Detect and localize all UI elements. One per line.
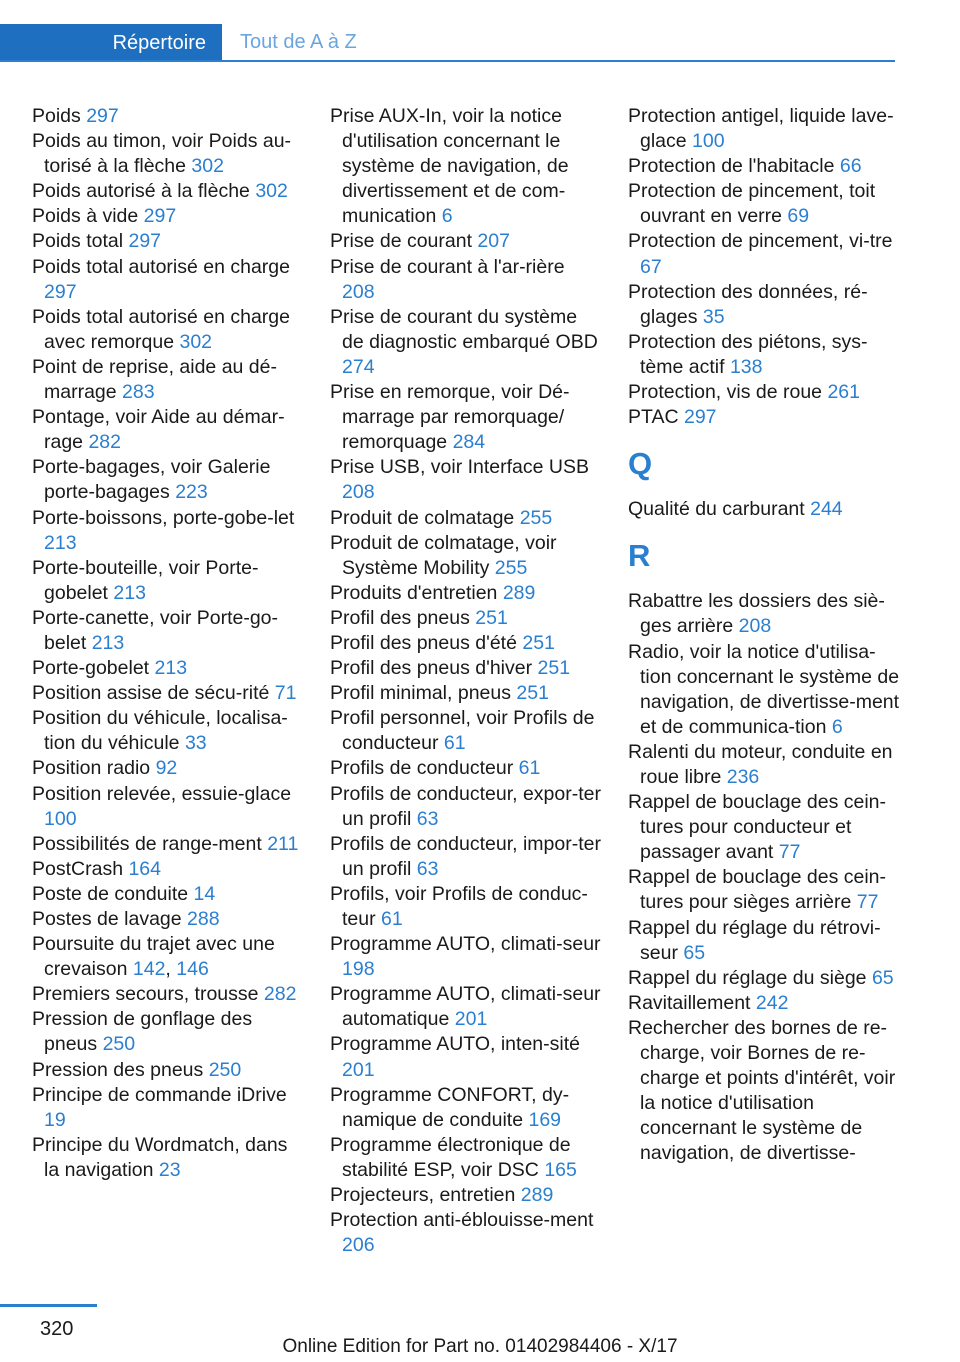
tab-underline <box>0 60 895 62</box>
index-entry <box>628 740 900 790</box>
page-link[interactable]: 208 <box>342 280 375 303</box>
page-link[interactable]: 207 <box>477 230 510 253</box>
page-link[interactable]: 282 <box>88 431 121 454</box>
index-column-3 <box>628 104 900 1166</box>
index-entry-text: Profils de conducteur, expor-ter un profil <box>330 782 601 830</box>
index-entry-text: Pontage, voir Aide au démar-rage <box>32 406 285 454</box>
page-link[interactable]: 65 <box>871 966 894 989</box>
tab-repertoire[interactable]: Répertoire <box>0 24 222 62</box>
index-column-2 <box>330 104 602 1258</box>
index-entry <box>330 506 602 531</box>
page-link[interactable]: 302 <box>191 155 224 178</box>
page-link[interactable]: 302 <box>179 330 213 353</box>
page-link[interactable]: 282 <box>263 983 297 1006</box>
index-entry <box>628 280 900 330</box>
page-link[interactable]: 236 <box>726 765 760 788</box>
index-entry <box>32 1083 304 1133</box>
index-entry <box>628 640 900 740</box>
index-entry <box>32 706 304 756</box>
page-link[interactable]: 244 <box>810 498 843 521</box>
index-entry <box>330 932 602 982</box>
index-entry <box>32 556 304 606</box>
index-entry-text: Poids <box>32 105 87 127</box>
index-entry-text: Profils de conducteur <box>330 757 519 780</box>
index-entry-text: Rappel du réglage du rétrovi-seur <box>628 916 881 964</box>
index-entry-text: Porte-gobelet <box>32 657 155 680</box>
page-link[interactable]: 255 <box>494 556 528 579</box>
page-link[interactable]: 297 <box>128 230 162 253</box>
index-entry <box>32 1133 304 1183</box>
index-entry-text: Poste de conduite <box>32 882 194 905</box>
index-entry-text: Postes de lavage <box>32 908 188 930</box>
tab-bar <box>0 24 895 62</box>
index-entry-text: Porte-boissons, porte-gobe-let <box>32 506 295 529</box>
index-entry-text: Poids à vide <box>32 205 144 228</box>
index-entry <box>330 1208 602 1258</box>
index-entry <box>628 497 900 522</box>
index-entry <box>32 681 304 706</box>
page-link[interactable]: 71 <box>274 682 297 705</box>
index-entry <box>628 104 900 154</box>
index-entry-text: Rappel de bouclage des cein-tures pour conducteur et passager avant <box>628 791 887 864</box>
index-entry <box>628 229 900 279</box>
index-entry-text: Principe du Wordmatch, dans la navigation <box>32 1133 288 1181</box>
index-entry-text: Protection de l'habitacle <box>628 155 840 178</box>
index-entry <box>330 832 602 882</box>
index-entry-text: Produit de colmatage, voir Système Mobility <box>330 531 557 579</box>
index-entry <box>32 506 304 556</box>
page-link[interactable]: 138 <box>729 355 763 378</box>
page-link[interactable]: 211 <box>267 832 299 855</box>
page-link[interactable]: 65 <box>683 941 706 964</box>
index-entry-text: Rappel de bouclage des cein-tures pour sièges arrière <box>628 866 887 914</box>
page-link[interactable]: 63 <box>416 807 439 830</box>
page-link[interactable]: 284 <box>452 431 486 454</box>
index-entry <box>32 882 304 907</box>
page-link[interactable]: 23 <box>158 1158 181 1181</box>
index-entry <box>330 882 602 932</box>
index-entry-text: Profil des pneus <box>330 606 476 629</box>
page-link[interactable]: 250 <box>208 1058 242 1081</box>
page-link[interactable]: 63 <box>416 857 439 880</box>
index-letter-heading: R <box>628 538 651 574</box>
index-entry <box>32 1007 304 1057</box>
page-separator: , <box>165 958 177 981</box>
tab-tout-de-a-a-z[interactable]: Tout de A à Z <box>240 30 357 53</box>
index-entry <box>330 455 602 505</box>
page-link[interactable]: 6 <box>441 205 453 228</box>
index-entry-text: Profil des pneus d'hiver <box>330 657 538 680</box>
page-link[interactable]: 208 <box>342 481 375 504</box>
index-entry <box>628 991 900 1016</box>
index-entry-text: PostCrash <box>32 857 129 880</box>
page-link[interactable]: 297 <box>44 280 77 303</box>
page-link[interactable]: 19 <box>44 1108 66 1131</box>
index-entry-text: Position radio <box>32 757 156 780</box>
index-entry-text: Porte-bouteille, voir Porte-gobelet <box>32 556 259 604</box>
index-entry-text: Prise AUX-In, voir la notice d'utilisation concernant le système de navigation, de divertissement et de com-munication <box>330 105 569 228</box>
index-entry <box>330 229 602 254</box>
page-link[interactable]: 242 <box>755 991 789 1014</box>
index-entry-text: Rappel du réglage du siège <box>628 966 872 989</box>
index-entry <box>628 589 900 639</box>
index-entry <box>330 531 602 581</box>
page-link[interactable]: 198 <box>342 958 375 981</box>
index-entry-text: Porte-bagages, voir Galerie porte-bagages <box>32 456 271 504</box>
index-entry <box>32 1058 304 1083</box>
index-entry-text: Poids total autorisé en charge avec remorque <box>32 305 290 353</box>
page-link[interactable]: 61 <box>381 908 403 930</box>
page-link[interactable]: 165 <box>544 1158 577 1181</box>
index-entry <box>330 756 602 781</box>
index-entry <box>628 405 900 430</box>
index-entry-text: Point de reprise, aide au dé-marrage <box>32 355 277 404</box>
index-entry <box>628 1016 900 1167</box>
index-entry-text: Porte-canette, voir Porte-go-belet <box>32 606 279 654</box>
page-link[interactable]: 274 <box>342 355 375 378</box>
index-letter-heading: Q <box>628 446 653 482</box>
index-entry <box>32 782 304 832</box>
page-link[interactable]: 208 <box>738 615 772 638</box>
index-entry <box>628 330 900 380</box>
page-number: 320 <box>40 1318 74 1340</box>
index-entry <box>32 756 304 781</box>
index-entry-text: Protection de pincement, vi-tre <box>628 230 893 253</box>
index-entry-text: Poursuite du trajet avec une crevaison <box>32 933 275 981</box>
page-link[interactable]: 67 <box>640 255 662 278</box>
index-entry-text: Prise de courant <box>330 230 478 253</box>
index-entry-text: Profil des pneus d'été <box>330 631 523 654</box>
index-entry-text: Qualité du carburant <box>628 498 811 521</box>
footer-rule <box>0 1304 97 1307</box>
page-link[interactable]: 223 <box>175 481 208 504</box>
page-link[interactable]: 206 <box>342 1234 375 1257</box>
index-column-1 <box>32 104 304 1183</box>
index-entry-text: Poids au timon, voir Poids au-torisé à la flèche <box>32 130 292 178</box>
index-entry-text: Produits d'entretien <box>330 581 503 604</box>
index-entry <box>330 782 602 832</box>
page-link[interactable]: 251 <box>522 631 555 654</box>
index-entry-text: Projecteurs, entretien <box>330 1184 521 1207</box>
index-entry-text: Position relevée, essuie-glace <box>32 782 292 805</box>
page-link[interactable]: 297 <box>143 205 177 228</box>
page-link[interactable]: 6 <box>831 715 843 738</box>
index-entry-text: Premiers secours, trousse <box>32 983 264 1006</box>
page-link[interactable]: 61 <box>443 732 466 755</box>
page-link[interactable]: 289 <box>502 581 536 604</box>
index-entry-text: Protection, vis de roue <box>628 381 828 404</box>
page-link[interactable]: 255 <box>519 506 553 529</box>
index-entry-text: Pression de gonflage des pneus <box>32 1008 253 1056</box>
index-entry <box>32 656 304 681</box>
index-entry <box>330 581 602 606</box>
index-entry-text: Position du véhicule, localisa-tion du véhicule <box>32 707 288 755</box>
index-entry <box>628 916 900 966</box>
index-entry <box>628 380 900 405</box>
page-link[interactable]: 251 <box>537 657 571 680</box>
index-entry <box>330 305 602 380</box>
index-entry <box>330 1183 602 1208</box>
index-entry <box>32 455 304 505</box>
index-entry <box>330 1032 602 1082</box>
page-link[interactable]: 288 <box>187 908 220 930</box>
page-link[interactable]: 69 <box>787 205 810 228</box>
index-entry-text: Prise USB, voir Interface USB <box>330 456 590 479</box>
index-entry-text: Protection de pincement, toit ouvrant en verre <box>628 180 876 228</box>
index-entry <box>32 129 304 179</box>
index-entry-text: Prise de courant du système de diagnostic embarqué OBD <box>330 305 598 353</box>
page-link[interactable]: 77 <box>778 841 801 864</box>
index-entry-text: Protection anti-éblouisse-ment <box>330 1209 594 1232</box>
index-entry-text: Rabattre les dossiers des siè-ges arrière <box>628 590 885 638</box>
page-link[interactable]: 164 <box>128 857 161 880</box>
index-entry <box>32 305 304 355</box>
index-entry-text: Protection antigel, liquide lave-glace <box>628 105 894 153</box>
index-entry <box>32 857 304 882</box>
index-entry <box>32 255 304 305</box>
index-entry <box>330 656 602 681</box>
page-link[interactable]: 289 <box>520 1184 554 1207</box>
index-entry-text: Ravitaillement <box>628 991 756 1014</box>
index-entry-text: Pression des pneus <box>32 1058 209 1081</box>
page-link[interactable]: 14 <box>193 882 216 905</box>
page-link[interactable]: 213 <box>113 581 146 604</box>
index-entry <box>330 681 602 706</box>
page-link[interactable]: 201 <box>342 1058 375 1081</box>
page-link[interactable]: 213 <box>154 657 188 680</box>
index-entry-text: Principe de commande iDrive <box>32 1083 287 1106</box>
index-entry <box>32 104 304 129</box>
index-entry <box>330 706 602 756</box>
page-link[interactable]: 297 <box>683 406 717 429</box>
index-entry-text: Prise de courant à l'ar-rière <box>330 255 565 278</box>
index-entry <box>628 179 900 229</box>
page-link[interactable]: 261 <box>827 381 860 404</box>
page-link[interactable]: 66 <box>839 155 862 178</box>
index-entry <box>628 966 900 991</box>
index-entry-text: Poids total autorisé en charge <box>32 255 290 278</box>
page-link[interactable]: 92 <box>155 757 178 780</box>
index-entry <box>330 631 602 656</box>
index-entry <box>32 932 304 982</box>
page-link[interactable]: 297 <box>86 105 119 127</box>
index-entry <box>32 982 304 1007</box>
index-entry-text: Possibilités de range-ment <box>32 832 268 855</box>
index-entry-text: Prise en remorque, voir Dé-marrage par remorquage/ remorquage <box>330 381 570 454</box>
page-link[interactable]: 302 <box>255 180 288 203</box>
index-entry <box>32 907 304 932</box>
page-link[interactable]: 251 <box>516 682 549 705</box>
index-entry <box>32 229 304 254</box>
index-entry-text: Produit de colmatage <box>330 506 520 529</box>
index-entry-text: Profil minimal, pneus <box>330 682 517 705</box>
page-link[interactable]: 61 <box>518 757 541 780</box>
page-link[interactable]: 142 <box>132 958 166 981</box>
index-entry-text: Programme électronique de stabilité ESP, voir DSC <box>330 1133 571 1181</box>
index-entry-text: Profils, voir Profils de conduc-teur <box>330 882 588 930</box>
index-entry <box>330 982 602 1032</box>
page-link[interactable]: 146 <box>176 958 209 981</box>
index-entry-text: Profil personnel, voir Profils de conducteur <box>330 707 595 755</box>
index-entry-text: Programme AUTO, climati-seur <box>330 933 601 956</box>
page-link[interactable]: 33 <box>184 732 207 755</box>
page-link[interactable]: 77 <box>856 891 879 914</box>
page-link[interactable]: 283 <box>122 381 155 404</box>
page-link[interactable]: 169 <box>528 1108 562 1131</box>
index-entry-text: Programme AUTO, climati-seur automatique <box>330 983 601 1031</box>
index-entry <box>32 405 304 455</box>
index-entry-text: Radio, voir la notice d'utilisa-tion concernant le système de navigation, de divertisse-ment et de communica-tion <box>628 640 900 738</box>
index-entry <box>330 1083 602 1133</box>
page-link[interactable]: 100 <box>44 807 77 830</box>
page-link[interactable]: 201 <box>454 1008 488 1031</box>
index-entry <box>330 380 602 455</box>
index-entry-text: Protection des données, ré-glages <box>628 280 868 328</box>
index-entry-text: Protection des piétons, sys-tème actif <box>628 330 868 378</box>
index-entry-text: Position assise de sécu-rité <box>32 682 275 705</box>
index-entry-text: Poids autorisé à la flèche <box>32 180 256 203</box>
index-entry <box>32 355 304 405</box>
index-entry <box>628 790 900 865</box>
page-link[interactable]: 35 <box>702 305 725 328</box>
index-entry-text: Rechercher des bornes de re-charge, voir Bornes de re-charge et points d'intérêt, voir la notice d'utilisation concernant le système de navigation, de divertisse- <box>628 1016 896 1165</box>
page-link[interactable]: 213 <box>91 631 125 654</box>
index-entry-text: Ralenti du moteur, conduite en roue libre <box>628 740 893 788</box>
index-entry-text: Programme CONFORT, dy-namique de conduite <box>330 1083 570 1131</box>
index-entry <box>32 204 304 229</box>
edition-note: Online Edition for Part no. 01402984406 - X/17 <box>282 1336 678 1357</box>
index-entry-text: PTAC <box>628 406 684 429</box>
index-entry <box>32 606 304 656</box>
index-entry <box>628 154 900 179</box>
index-entry-text: Programme AUTO, inten-sité <box>330 1033 580 1056</box>
index-entry <box>32 179 304 204</box>
index-entry <box>330 606 602 631</box>
page-link[interactable]: 250 <box>102 1033 136 1056</box>
page-link[interactable]: 100 <box>692 130 725 153</box>
index-entry <box>628 865 900 915</box>
page-link[interactable]: 251 <box>475 606 508 629</box>
index-entry-text: Poids total <box>32 230 129 253</box>
page-link[interactable]: 213 <box>44 531 77 554</box>
index-entry <box>330 255 602 305</box>
index-entry <box>330 104 602 229</box>
index-entry-text: Profils de conducteur, impor-ter un profil <box>330 832 601 880</box>
index-entry <box>330 1133 602 1183</box>
index-entry <box>32 832 304 857</box>
